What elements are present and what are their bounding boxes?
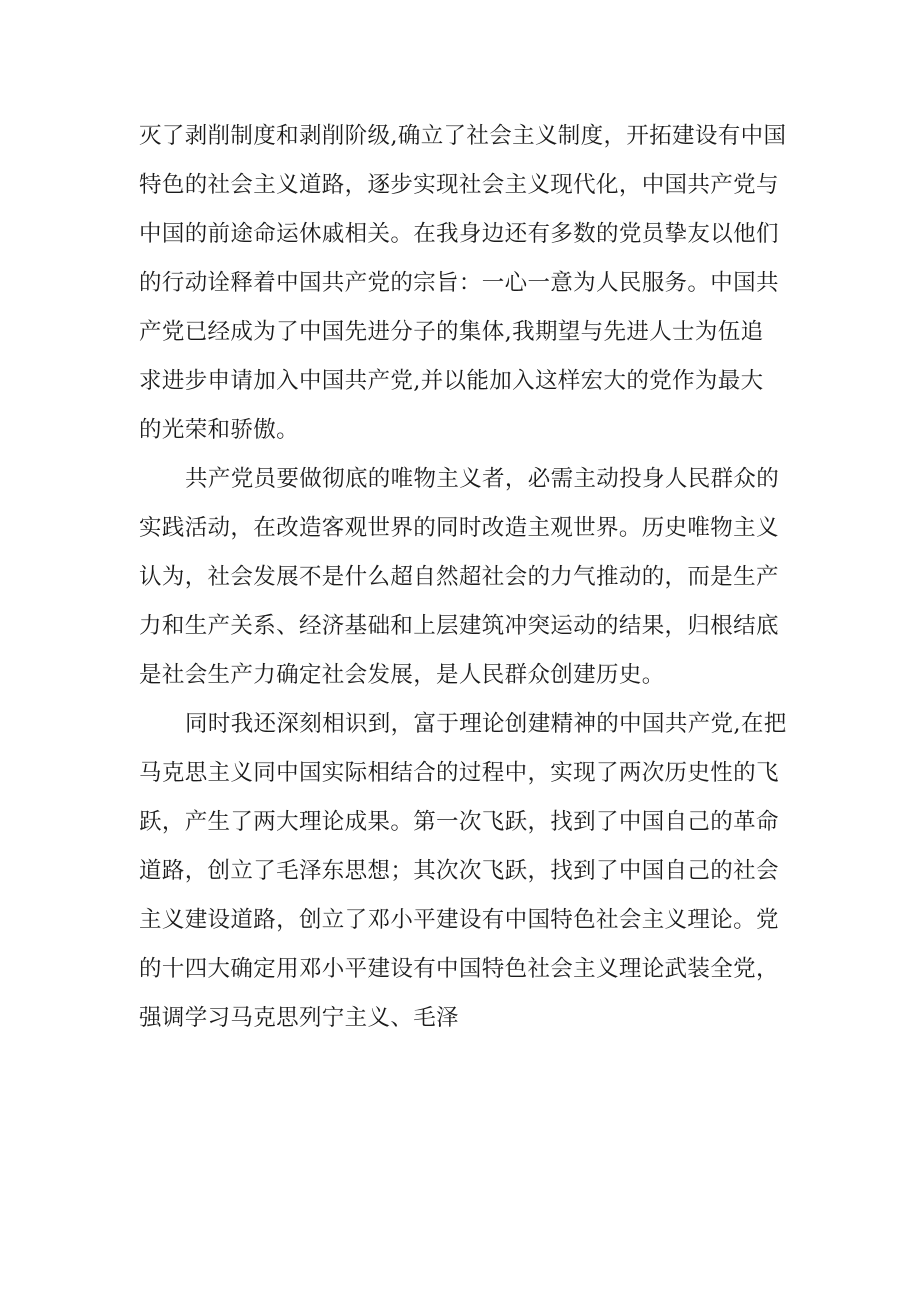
document-body xyxy=(139,112,797,1043)
text-line: 的光荣和骄傲。 xyxy=(139,417,299,443)
text-line: 同时我还深刻相识到，富于理论创建精神的中国共产党,在把 xyxy=(185,711,787,737)
text-line: 认为，社会发展不是什么超自然超社会的力气推动的，而是生产 xyxy=(139,564,779,590)
text-line: 主义建设道路，创立了邓小平建设有中国特色社会主义理论。党 xyxy=(139,907,779,933)
text-line: 实践活动，在改造客观世界的同时改造主观世界。历史唯物主义 xyxy=(139,515,779,541)
paragraph-1 xyxy=(139,112,797,455)
text-line: 跃，产生了两大理论成果。第一次飞跃，找到了中国自己的革命 xyxy=(139,809,779,835)
text-line: 力和生产关系、经济基础和上层建筑冲突运动的结果，归根结底 xyxy=(139,613,779,639)
text-line: 是社会生产力确定社会发展，是人民群众创建历史。 xyxy=(139,662,665,688)
paragraph-2 xyxy=(139,455,797,700)
text-line: 马克思主义同中国实际相结合的过程中，实现了两次历史性的飞 xyxy=(139,760,779,786)
text-line: 共产党员要做彻底的唯物主义者，必需主动投身人民群众的 xyxy=(185,466,780,492)
text-line: 的行动诠释着中国共产党的宗旨：一心一意为人民服务。中国共 xyxy=(139,270,779,296)
text-line: 道路，创立了毛泽东思想；其次次飞跃，找到了中国自己的社会 xyxy=(139,858,779,884)
text-line: 特色的社会主义道路，逐步实现社会主义现代化，中国共产党与 xyxy=(139,172,779,198)
text-line: 灭了剥削制度和剥削阶级,确立了社会主义制度，开拓建设有中国 xyxy=(139,123,787,149)
text-line: 求进步申请加入中国共产党,并以能加入这样宏大的党作为最大 xyxy=(139,368,764,394)
text-line: 强调学习马克思列宁主义、毛泽 xyxy=(139,1005,459,1031)
paragraph-3 xyxy=(139,700,797,1043)
text-line: 产党已经成为了中国先进分子的集体,我期望与先进人士为伍追 xyxy=(139,319,764,345)
text-line: 中国的前途命运休戚相关。在我身边还有多数的党员挚友以他们 xyxy=(139,221,779,247)
text-line: 的十四大确定用邓小平建设有中国特色社会主义理论武装全党， xyxy=(139,956,779,982)
